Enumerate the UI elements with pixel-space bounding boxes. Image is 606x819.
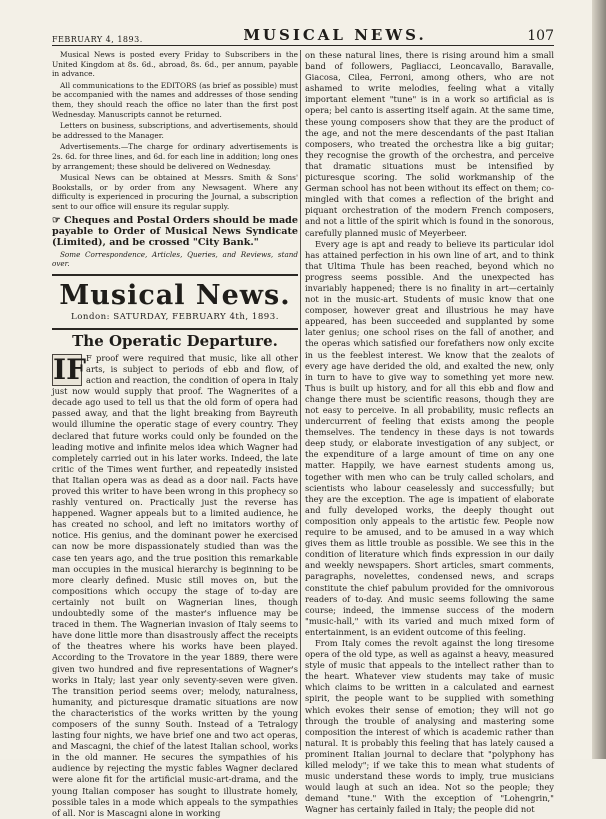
masthead-rule-top — [52, 274, 298, 276]
notice-subscription: Musical News is posted every Friday to Subscribers in the United Kingdom at 8s. 6d., abroad, 8s. 6d., per annum, payable in advance. — [52, 50, 298, 79]
running-header — [52, 22, 554, 44]
drop-cap: IF — [53, 352, 86, 386]
column-divider — [300, 50, 301, 750]
article-right-paragraph-2: Every age is apt and ready to believe its particular idol has attained perfection in his own line of art, and to think that Ultima Thule has been reached, beyond which no progress seems possible. And the unexpected has invariably happened; there is no finality in art—certainly not in the music-art. Students of music know that one composer, however great and illustrious he may have appeared, has been succeeded and supplanted by some later genius; one school rises on the fall of another, and the operas which satisfied our forefathers now only excite in us the feeblest interest. We know that the zealots of every age have derided the old, and exalted the new, only in turn to have to give way to something yet more new. Thus is built up history, and for all this ebb and flow and change there must be scientific reasons, though they are not easy to perceive. In all probability, music reflects an undercurrent of feeling that exists among the people themselves. The tendency in these days is not towards deep study, or elaborate investigation of any subject, or the expenditure of a large amount of time on any one matter. Happily, we have earnest students among us, together with men who can be truly called scholars, and scientists who labour ceaselessly and successfully; but they are the exception. The age is impatient of elaborate and fully developed works, the deeply thought out composition only appeals to the artistic few. People now require to be amused, and to be amused in a way which gives them as little trouble as possible. We see this in the condition of literature which finds expression in our daily and weekly newspapers. Short articles, smart comments, paragraphs, novelettes, condensed news, and scraps constitute the chief pabulum provided for the omnivorous readers of to-day. And music seems following the same course; indeed, the immense success of the modern "music-hall," with its varied and much mixed form of entertainment, is an evident outcome of this feeling. — [305, 238, 554, 637]
masthead-rule-bottom — [52, 328, 298, 330]
page-fold-shadow — [592, 0, 606, 759]
masthead: Musical News. — [59, 279, 291, 311]
dateline: London: SATURDAY, FEBRUARY 4th, 1893. — [71, 311, 279, 322]
article-right-paragraph-3: From Italy comes the revolt against the long tiresome opera of the old type, as well as against a heavy, measured style of music that appeals to the intellect rather than to the heart. Whatever view students may take of music which claims to be written in a calculated and earnest spirit, the people want to be supplied with something which evokes their sense of emotion; they will not go through the trouble of analysing and mastering some composition the interest of which is academic rather than natural. It is probably this feeling that has lately caused a prominent Italian journal to declare that "polyphony has killed melody"; if we take this to mean what students of music understand these words to imply, true musicians would laugh at such an idea. Not so the people; they demand "tune." With the exception of "Lohengrin," Wagner has certainly failed in Italy; the people did not — [305, 637, 554, 815]
notice-availability: Musical News can be obtained at Messrs. Smith & Sons' Bookstalls, or by order from any Newsagent. Where any difficulty is experienced in procuring the Journal, a subscription sent to our office will ensure its regular supply. — [52, 173, 298, 211]
article-right-paragraph-1: on these natural lines, there is rising around him a small band of followers, Pagliacci, Leoncavallo, Baravalle, Giacosa, Cilea, Ferroni, among others, who are not ashamed to write melodies, feeling what a vitally important element "tune" is in a work so artificial as is opera; bel canto is asserting itself again. At the same time, these young composers show that they are the product of the age, and not the mere descendants of the past Italian composers, who treated the orchestra like a big guitar; they recognise the growth of the orchestra, and perceive that dramatic situations must be intensified by picturesque scoring. The solid workmanship of the German school has not been without its effect on them; co-mingled with that comes a reflection of the bright and piquant orchestration of the modern French composers, and not a little of the spirit which is found in the sonorous, carefully planned music of Meyerbeer. — [305, 50, 554, 238]
article-left-paragraph: F proof were required that music, like all other arts, is subject to periods of ebb and flow, of action and reaction, the condition of opera in Italy just now would supply that proof. The Wagnerites of a decade ago used to tell us that the old form of opera had passed away, and that the light breaking from Bayreuth would illumine the operatic stage of every country. They declared that future works could only be founded on the leading motive and infinite melos idea which Wagner had completely carried out in his later works. Indeed, the late critic of the Times went further, and repeatedly insisted that Italian opera was as dead as a door nail. Facts have proved this writer to have been wrong in this prophecy so rashly ventured on. Practically just the reverse has happened. Wagner appeals but to a limited audience, he has created no school, and left no imitators worthy of notice. His genius, and the dominant power he exercised can now be more dispassionately studied than was the case ten years ago, and the true position this remarkable man occupies in the musical hierarchy is beginning to be more clearly defined. Music still moves on, but the compositions which occupy the stage of to-day are certainly not built on Wagnerian lines, though undoubtedly some of the master's influence may be traced in them. The Wagnerian invasion of Italy seems to have done little more than disastrously affect the receipts of the theatres where his works have been played. According to the Trovatore in the year 1889, there were given two hundred and five representations of Wagner's works in Italy; last year only seventy-seven were given. The transition period seems over; melody, naturalness, humanity, and picturesque dramatic situations are now the characteristics of the works written by the young composers of the sunny South. Instead of a Tetralogy lasting four nights, we have brief one and two act operas, and Mascagni, the chief of the latest Italian school, works in the old manner. He secures the sympathies of his audience by rejecting the mystic fables Wagner declared were alone fit for the artificial music-art-drama, and the young Italian composer has sought to illustrate homely, possible tales in a mode which appeals to the sympathies of all. Nor is Mascagni alone in working — [52, 352, 299, 818]
notice-cheques: ☞ Cheques and Postal Orders should be made payable to Order of Musical News Syndicate (Limited), and be crossed "City Bank." — [52, 214, 298, 248]
page-number: 107 — [527, 28, 554, 44]
header-title: MUSICAL NEWS. — [243, 26, 427, 44]
right-column — [305, 50, 554, 815]
notice-stand-over: Some Correspondence, Articles, Queries, and Reviews, stand over. — [52, 249, 298, 269]
article-heading: The Operatic Departure. — [72, 331, 278, 350]
notice-communications: All communications to the EDITORS (as brief as possible) must be accompanied with the names and addresses of those sending them, they should reach the office no later than the first post Wednesday. Manuscripts cannot be returned. — [52, 80, 298, 119]
left-column — [52, 50, 298, 819]
notice-advertisements: Advertisements.—The charge for ordinary advertisements is 2s. 6d. for three lines, and 6d. for each line in addition; long ones by arrangement; these should be delivered on Wednesday. — [52, 142, 298, 171]
notice-business: Letters on business, subscriptions, and advertisements, should be addressed to the Manager. — [52, 121, 298, 140]
header-date: FEBRUARY 4, 1893. — [52, 35, 143, 44]
header-rule — [52, 45, 554, 46]
